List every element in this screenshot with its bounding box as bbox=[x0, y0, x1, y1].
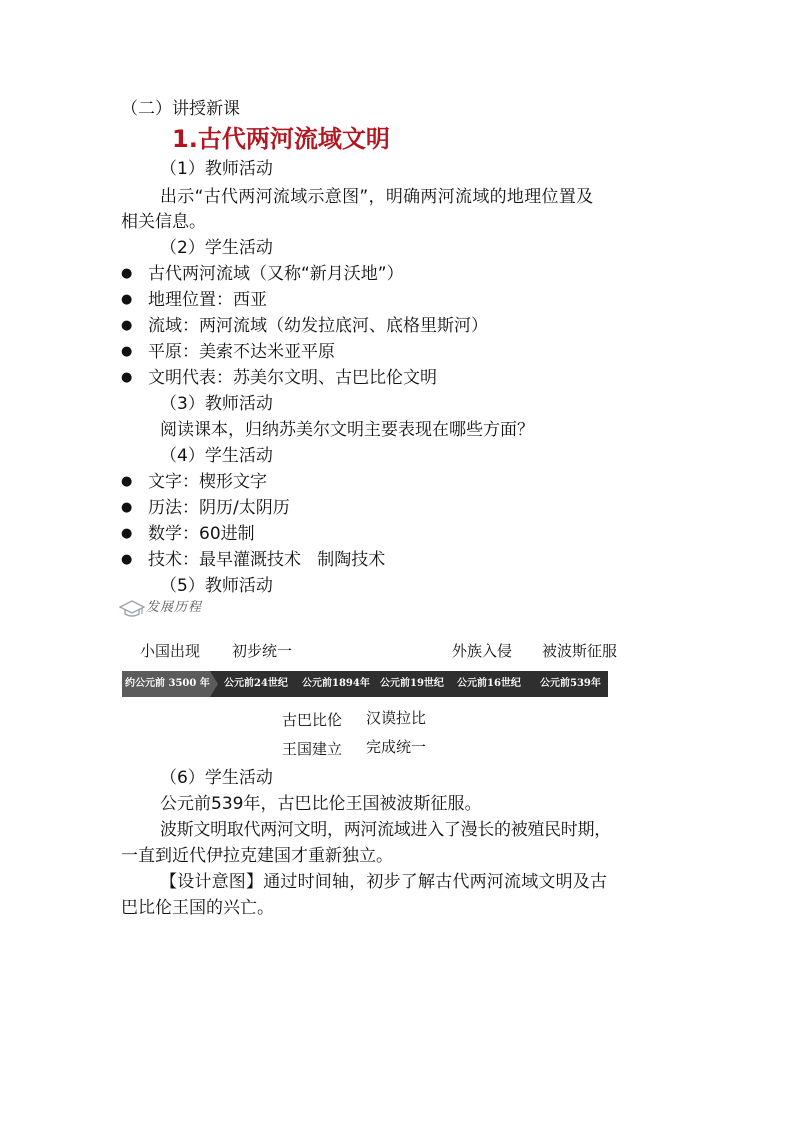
list-item: 平原：美索不达米亚平原 bbox=[148, 342, 335, 362]
event-hammurabi-line-2: 完成统一 bbox=[366, 738, 427, 756]
bullet-icon: ● bbox=[121, 500, 133, 515]
teacher-3-text: 阅读课本，归纳苏美尔文明主要表现在哪些方面？ bbox=[160, 420, 534, 440]
step-1-label: （1）教师活动 bbox=[160, 159, 273, 179]
event-babylon-founded-line-1: 古巴比伦 bbox=[282, 711, 343, 729]
list-item: 流域：两河流域（幼发拉底河、底格里斯河） bbox=[148, 316, 488, 336]
list-item: 文字：楔形文字 bbox=[148, 472, 267, 492]
list-item: 地理位置：西亚 bbox=[148, 290, 267, 310]
bullet-icon: ● bbox=[121, 292, 133, 307]
step-6-label: （6）学生活动 bbox=[160, 768, 273, 788]
design-intent-line-1: 【设计意图】通过时间轴，初步了解古代两河流域文明及古 bbox=[160, 872, 608, 892]
event-foreign-invasion: 外族入侵 bbox=[452, 642, 513, 660]
list-item: 文明代表：苏美尔文明、古巴比伦文明 bbox=[148, 368, 437, 388]
event-initial-unification: 初步统一 bbox=[232, 642, 293, 660]
bullet-icon: ● bbox=[121, 552, 133, 567]
event-hammurabi-line-1: 汉谟拉比 bbox=[366, 709, 427, 727]
bullet-icon: ● bbox=[121, 266, 133, 281]
timeline-label: 约公元前 3500 年 bbox=[125, 678, 210, 689]
timeline-bar bbox=[122, 671, 608, 697]
event-persian-conquest: 被波斯征服 bbox=[542, 642, 618, 660]
step-2-label: （2）学生活动 bbox=[160, 238, 273, 258]
timeline-header: 发展历程 bbox=[146, 600, 203, 615]
list-item: 技术：最早灌溉技术 制陶技术 bbox=[148, 550, 386, 570]
student-6-line-3: 一直到近代伊拉克建国才重新独立。 bbox=[121, 846, 393, 866]
lesson-title: 1.古代两河流域文明 bbox=[172, 125, 390, 153]
step-4-label: （4）学生活动 bbox=[160, 446, 273, 466]
bullet-icon: ● bbox=[121, 318, 133, 333]
list-item: 历法：阴历/太阴历 bbox=[148, 498, 290, 518]
bullet-icon: ● bbox=[121, 474, 133, 489]
section-heading: （二）讲授新课 bbox=[121, 99, 240, 119]
teacher-1-line-1: 出示“古代两河流域示意图”，明确两河流域的地理位置及 bbox=[160, 187, 594, 207]
student-6-line-2: 波斯文明取代两河文明，两河流域进入了漫长的被殖民时期， bbox=[160, 820, 611, 840]
timeline-label: 公元前16世纪 bbox=[457, 678, 521, 689]
list-item: 数学：60进制 bbox=[148, 524, 255, 544]
event-small-states: 小国出现 bbox=[140, 642, 201, 660]
graduation-cap-icon bbox=[119, 599, 145, 619]
design-intent-line-2: 巴比伦王国的兴亡。 bbox=[121, 898, 274, 918]
teacher-1-line-2: 相关信息。 bbox=[121, 212, 206, 232]
bullet-icon: ● bbox=[121, 370, 133, 385]
timeline-label: 公元前1894年 bbox=[302, 678, 370, 689]
step-3-label: （3）教师活动 bbox=[160, 394, 273, 414]
timeline-arrow-icon bbox=[210, 671, 218, 697]
event-babylon-founded-line-2: 王国建立 bbox=[282, 740, 343, 758]
list-item: 古代两河流域（又称“新月沃地”） bbox=[148, 264, 404, 284]
timeline-label: 公元前24世纪 bbox=[224, 678, 288, 689]
bullet-icon: ● bbox=[121, 344, 133, 359]
timeline-label: 公元前19世纪 bbox=[380, 678, 444, 689]
timeline-label: 公元前539年 bbox=[540, 678, 601, 689]
student-6-line-1: 公元前539年，古巴比伦王国被波斯征服。 bbox=[160, 794, 482, 814]
step-5-label: （5）教师活动 bbox=[160, 576, 273, 596]
bullet-icon: ● bbox=[121, 526, 133, 541]
